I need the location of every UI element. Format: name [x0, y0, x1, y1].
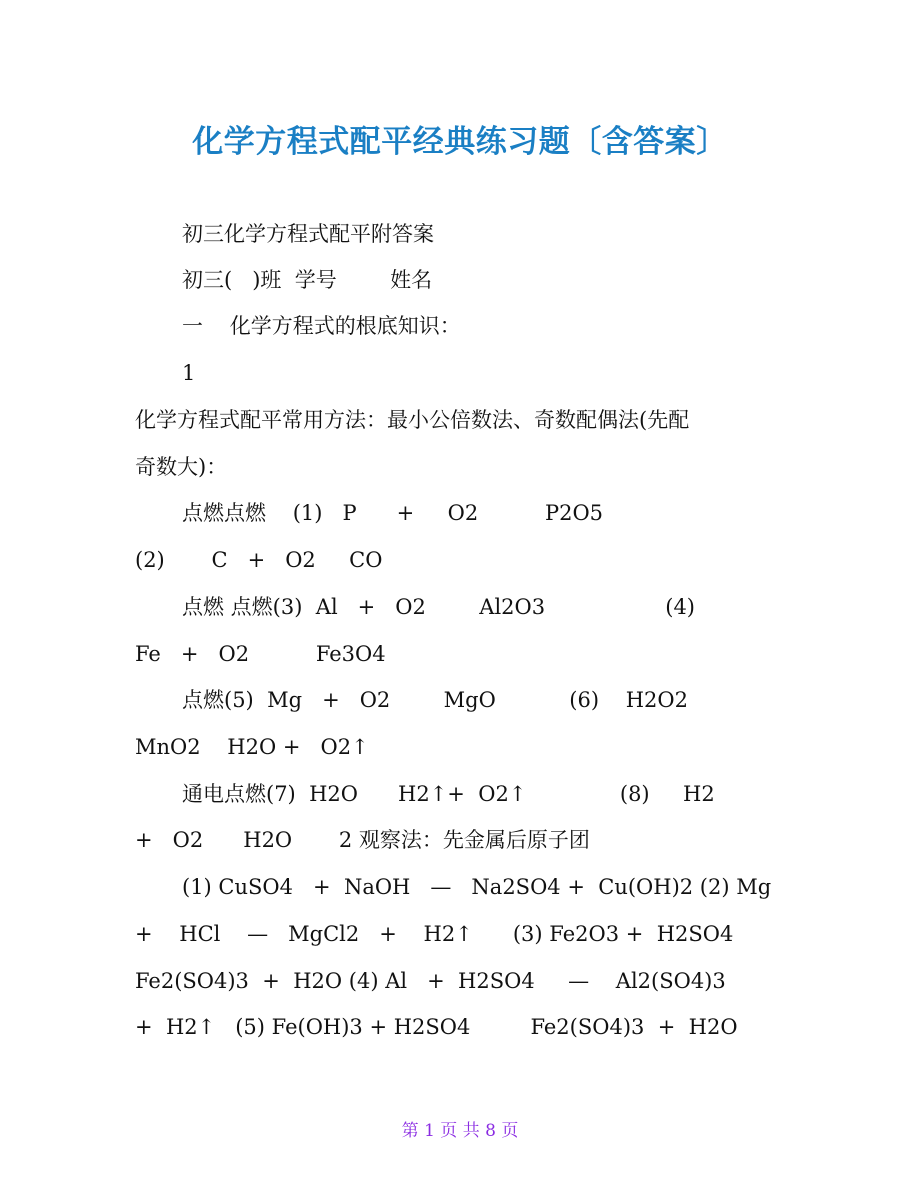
page-number-footer: 第 1 页 共 8 页: [401, 1121, 519, 1141]
equation-line: Fe2(SO4)3 + H2O (4) Al + H2SO4 — Al2(SO4)3: [135, 969, 726, 993]
equation-line: MnO2 H2O + O2↑: [135, 735, 369, 759]
equation-line: 点燃 点燃(3) Al + O2 Al2O3 (4): [182, 595, 696, 619]
text-line: 1: [182, 361, 196, 385]
equation-line: + H2↑ (5) Fe(OH)3 + H2SO4 Fe2(SO4)3 + H2O: [135, 1015, 738, 1039]
text-line: 化学方程式配平常用方法：最小公倍数法、奇数配偶法(先配: [135, 408, 690, 432]
equation-line: 点燃点燃 (1) P + O2 P2O5: [182, 501, 604, 525]
equation-line: 通电点燃(7) H2O H2↑+ O2↑ (8) H2: [182, 782, 715, 806]
equation-line: + O2 H2O 2 观察法：先金属后原子团: [135, 828, 590, 852]
document-title: 化学方程式配平经典练习题〔含答案〕: [192, 124, 728, 160]
equation-line: (1) CuSO4 + NaOH — Na2SO4 + Cu(OH)2 (2) Mg: [182, 875, 772, 899]
text-line: 初三化学方程式配平附答案: [182, 222, 434, 246]
equation-line: + HCl — MgCl2 + H2↑ (3) Fe2O3 + H2SO4: [135, 922, 734, 946]
equation-line: Fe + O2 Fe3O4: [135, 642, 386, 666]
text-line: 一 化学方程式的根底知识：: [182, 314, 461, 338]
equation-line: (2) C + O2 CO: [135, 548, 383, 572]
equation-line: 点燃(5) Mg + O2 MgO (6) H2O2: [182, 688, 688, 712]
text-line: 奇数大)：: [135, 455, 228, 479]
text-line: 初三( )班 学号 姓名: [182, 268, 433, 292]
